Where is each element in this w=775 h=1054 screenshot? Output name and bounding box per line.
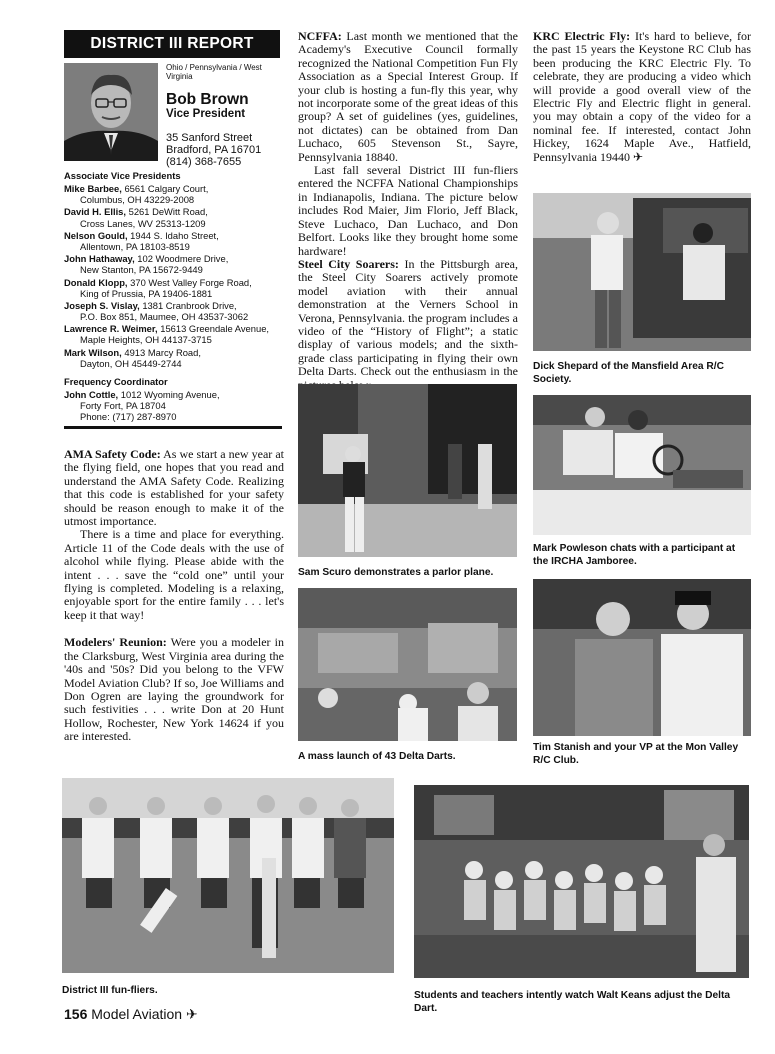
- left-column-text: [64, 448, 284, 744]
- ama-paragraph-2: There is a time and place for everything. Article 11 of the Code deals with the use of alcohol while flying. Please abide with the intent . . . save the “cold one” until your flying is completed. Modeling is a relaxing, enjoyable sport for the entire family . . . let's keep it that way!: [64, 527, 284, 622]
- reunion-paragraph: Were you a modeler in the Clarksburg, West Virginia area during the '40s and '50s? Did you belong to the VFW Model Aviation Club? If so, Joe Williams and Don Ogren are laying the groundwork for such festivities . . . write Don at 20 Hunt Hollow, Rochester, New York 14624 if you are interested.: [64, 635, 284, 744]
- frequency-name: John Cottle,: [64, 389, 119, 400]
- associate-name: Mike Barbee,: [64, 183, 122, 195]
- steel-paragraph: In the Pittsburgh area, the Steel City Soarers actively promote model aviation with their annual demonstration at the Verners School in Verona, Pennsylvania. the program includes a video of the “History of Flight”; a static display of various models; and the sixth-grade class participating in flying their own Delta Darts. Check out the enthusiasm in the: [298, 256, 518, 379]
- photo-mark-powleson: [533, 395, 751, 535]
- frequency-entry: [64, 389, 284, 422]
- associate-name: Mark Wilson,: [64, 346, 122, 358]
- frequency-phone: Phone: (717) 287-8970: [80, 411, 177, 423]
- associate-address: 4913 Marcy Road,: [124, 346, 201, 358]
- page-number: 156: [64, 1006, 88, 1022]
- vp-portrait: [64, 63, 158, 161]
- photo-mass-launch: [298, 588, 517, 741]
- ama-heading: AMA Safety Code:: [64, 447, 161, 461]
- associates-heading: Associate Vice Presidents: [64, 170, 181, 181]
- photo-sam-scuro: [298, 384, 517, 557]
- caption-fun-fliers: District III fun-fliers.: [62, 985, 158, 996]
- associate-city: King of Prussia, PA 19406-1881: [80, 287, 213, 299]
- associate-entry: [64, 300, 284, 322]
- magazine-name: Model Aviation: [91, 1006, 183, 1022]
- vp-city: Bradford, PA 16701: [166, 144, 262, 156]
- ncffa-paragraph-2: Last fall several District III fun-fliers entered the NCFFA National Championships in Indianapolis, Indiana. The picture below includes Rod Maier, Jim Florio, Jeff Black, Steve Luchaco, Dan Luchaco, and Don Belfort. Looks like they brought home some hardware!: [298, 163, 518, 258]
- caption-students-teachers: Students and teachers intently watch Walt Keans adjust the Delta Dart.: [414, 990, 731, 1014]
- caption-mark-powleson: Mark Powleson chats with a participant at the IRCHA Jamboree.: [533, 543, 736, 567]
- caption-sam-scuro: Sam Scuro demonstrates a parlor plane.: [298, 567, 494, 578]
- reunion-heading: Modelers' Reunion:: [64, 635, 167, 650]
- caption-tim-stanish: Tim Stanish and your VP at the Mon Valley R/C Club.: [533, 742, 739, 766]
- associate-entry: [64, 206, 284, 228]
- frequency-city: Forty Fort, PA 18704: [80, 400, 166, 412]
- caption-dick-shepard: Dick Shepard of the Mansfield Area R/C Society.: [533, 361, 724, 385]
- associate-name: John Hathaway,: [64, 253, 135, 265]
- associate-name: David H. Ellis,: [64, 206, 126, 218]
- vp-address: [166, 132, 284, 168]
- associate-address: 1944 S. Idaho Street,: [130, 229, 219, 241]
- associate-address: 6561 Calgary Court,: [124, 183, 209, 195]
- associate-city: New Stanton, PA 15672-9449: [80, 264, 203, 276]
- associate-entry: [64, 347, 284, 369]
- caption-mass-launch: A mass launch of 43 Delta Darts.: [298, 751, 456, 762]
- associate-address: 370 West Valley Forge Road,: [130, 276, 252, 288]
- ncffa-heading: NCFFA:: [298, 29, 342, 43]
- associate-entry: [64, 183, 284, 205]
- associate-entry: [64, 253, 284, 275]
- photo-tim-stanish: [533, 579, 751, 736]
- ncffa-paragraph-1: Last month we mentioned that the Academy's Executive Council formally recognized the National Competition Fun Fly Association as a Special Interest Group. If your club is hosting a fun-fly this year, why not incorporate some of the great ideas of this group? A set of guidelines (yes, guidelines, not dictates) can be obtained from Dan Luchaco, 605 Stevenson St., Sayre, Pennsylvania 18840.: [298, 29, 518, 164]
- associate-list: [64, 170, 284, 423]
- vp-name: Bob Brown: [166, 91, 249, 108]
- section-banner: DISTRICT III REPORT: [64, 30, 280, 58]
- associate-city: P.O. Box 851, Maumee, OH 43537-3062: [80, 311, 249, 323]
- vp-region: Ohio / Pennsylvania / West Virginia: [166, 63, 262, 81]
- frequency-address: 1012 Wyoming Avenue,: [120, 389, 220, 400]
- right-column-text: [533, 30, 751, 164]
- associate-entry: [64, 277, 284, 299]
- steel-heading: Steel City Soarers:: [298, 256, 399, 271]
- associate-address: 5261 DeWitt Road,: [128, 206, 208, 218]
- associate-name: Lawrence R. Weimer,: [64, 323, 158, 335]
- associate-address: 102 Woodmere Drive,: [137, 253, 229, 265]
- divider: [64, 426, 282, 429]
- associate-address: 15613 Greendale Avenue,: [160, 323, 270, 335]
- photo-fun-fliers: [62, 778, 394, 973]
- photo-dick-shepard: [533, 193, 751, 351]
- vp-phone: (814) 368-7655: [166, 156, 242, 168]
- airplane-icon: ✈: [185, 1006, 198, 1022]
- associate-name: Nelson Gould,: [64, 229, 128, 241]
- ama-paragraph-1: As we start a new year at the flying field, one hopes that you read and understand the AMA Safety Code. Realizing that this code is established for your safety should be reason enough to make it of the utmost importance.: [64, 447, 284, 529]
- associate-city: Cross Lanes, WV 25313-1209: [80, 217, 206, 229]
- krc-paragraph: It's hard to believe, for the past 15 years the Keystone RC Club has been producing the KRC Electric Fly. To celebrate, they are producing a video which will provide a good overall view of the Electric Fly and Electric flight in general. you may obtain a copy of the video for a nominal fee. If interested, contact John Hickey, 1624 Maple Ave., Hatfield, Pennsylvania 19440: [533, 29, 751, 164]
- associate-address: 1381 Cranbrook Drive,: [142, 299, 237, 311]
- associate-city: Dayton, OH 45449-2744: [80, 357, 182, 369]
- associate-entry: [64, 323, 284, 345]
- associate-entry: [64, 230, 284, 252]
- associate-city: Allentown, PA 18103-8519: [80, 240, 190, 252]
- krc-heading: KRC Electric Fly:: [533, 29, 631, 43]
- associate-city: Columbus, OH 43229-2008: [80, 194, 195, 206]
- vp-street: 35 Sanford Street: [166, 132, 253, 144]
- associate-name: Joseph S. Vislay,: [64, 299, 140, 311]
- associate-city: Maple Heights, OH 44137-3715: [80, 334, 212, 346]
- associate-name: Donald Klopp,: [64, 276, 128, 288]
- airplane-icon: ✈: [633, 149, 644, 164]
- middle-column-text: [298, 30, 518, 392]
- page-footer: [64, 1006, 198, 1023]
- photo-students-teachers: [414, 785, 749, 978]
- frequency-heading: Frequency Coordinator: [64, 375, 168, 387]
- vp-title: Vice President: [166, 108, 246, 120]
